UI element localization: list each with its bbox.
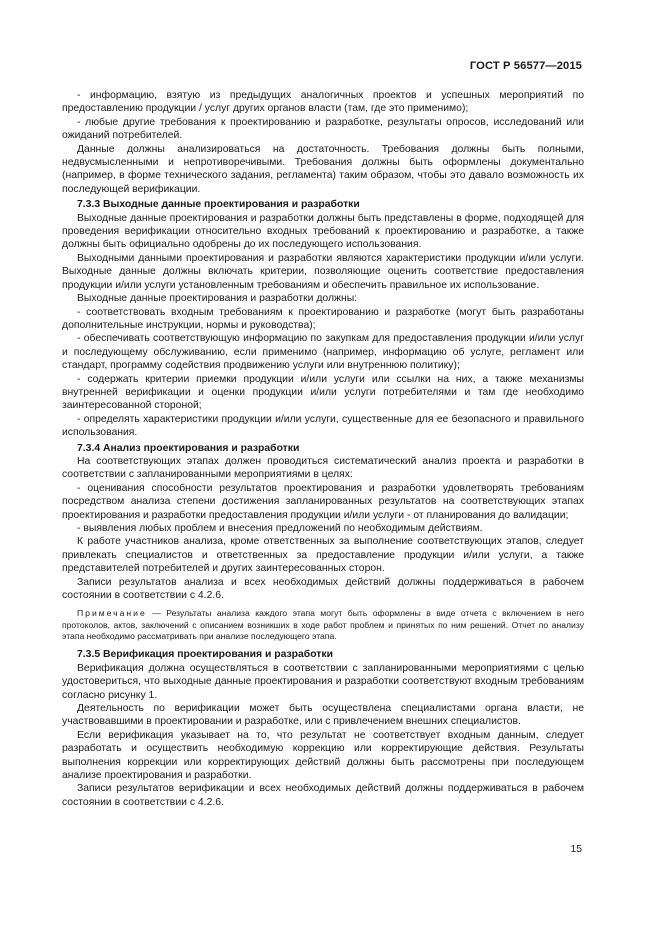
paragraph: На соответствующих этапах должен проводиться систематический анализ проекта и разработки в соответствии с запланированными мероприятиями в целях: (62, 455, 584, 481)
document-code: ГОСТ Р 56577—2015 (469, 60, 582, 72)
note (62, 608, 584, 642)
paragraph: Выходные данные проектирования и разработки должны быть представлены в форме, подходящей для проведения верификации относительно входных требований к проектированию и разработке, а также должны быть официально одобрены до их последующего использования. (62, 212, 584, 251)
list-item: - содержать критерии приемки продукции и/или услуги или ссылки на них, а также механизмы внутренней верификации и оценки продукции и/или услуги потребителями и там где необходимо заинтересованной стороной; (62, 373, 584, 412)
list-item: - обеспечивать соответствующую информацию по закупкам для предоставления продукции и/или услуг и последующему обслуживанию, если применимо (например, информацию об услуге, регламент или стандарт, программу содействия продвижению услуги или внутреннюю политику); (62, 333, 584, 372)
page-number: 15 (570, 844, 582, 855)
paragraph: Деятельность по верификации может быть осуществлена специалистами органа власти, не участвовавшими в проектировании и разработке, или с привлечением внешних специалистов. (62, 702, 584, 728)
paragraph: Выходные данные проектирования и разработки должны: (77, 293, 358, 305)
paragraph: Записи результатов верификации и всех необходимых действий должны поддерживаться в рабочем состоянии в соответствии с 4.2.6. (62, 783, 584, 808)
paragraph: Верификация должна осуществляться в соответствии с запланированными мероприятиями с целью удостовериться, что выходные данные проектирования и разработки соответствуют входным требованиям согласно рисунку 1. (62, 662, 584, 701)
paragraph: Данные должны анализироваться на достаточность. Требования должны быть полными, недвусмысленными и непротиворечивыми. Требования должны быть оформлены документально (например, в форме технического задания, регламента) таким образом, чтобы это давало возможность их последующей верификации. (62, 143, 584, 195)
list-item: - выявления любых проблем и внесения предложений по необходимым действиям. (77, 523, 483, 534)
note-text: — Результаты анализа каждого этапа могут быть оформлены в виде отчета с включением в него протоколов, актов, заключений с описанием возникших в ходе работ проблем и принятых по ним решений. Отчет по анализу этапа необходимо рассматривать при анализе последующего этапа. (62, 608, 584, 642)
paragraph: Выходными данными проектирования и разработки являются характеристики продукции и/или услуги. Выходные данные должны включать критерии, позволяющие оценить соответствие предоставления продукции и/или услуги установленным требованиям и обеспечить правильное их использование. (62, 252, 584, 291)
list-item: - определять характеристики продукции и/или услуги, существенные для ее безопасного и правильного использования. (62, 413, 584, 439)
paragraph: Если верификация указывает на то, что результат не соответствует входным данным, следует разработать и осуществить необходимую коррекцию или корректирующие действия. Результаты выполнения коррекции или корректирующих действий должны быть рассмотрены при последующем анализе проектирования и разработки. (62, 729, 584, 781)
list-item: - соответствовать входным требованиям к проектированию и разработке (могут быть разработаны дополнительные инструкции, нормы и руководства); (62, 306, 584, 331)
section-heading-7-3-3: 7.3.3 Выходные данные проектирования и разработки (77, 199, 360, 211)
document-body (62, 89, 584, 809)
paragraph: - информацию, взятую из предыдущих аналогичных проектов и успешных мероприятий по предоставлению продукции / услуг других органов власти (там, где это применимо); (62, 90, 584, 115)
paragraph: - любые другие требования к проектированию и разработке, результаты опросов, исследований или ожиданий потребителей. (62, 116, 584, 142)
paragraph: К работе участников анализа, кроме ответственных за выполнение соответствующих этапов, следует привлекать специалистов и ответственных за предоставление продукции и/или услуги, а также представителей потребителей и других заинтересованных сторон. (62, 536, 584, 575)
note-label: Примечание (77, 608, 147, 619)
section-heading-7-3-5: 7.3.5 Верификация проектирования и разработки (77, 649, 333, 661)
section-heading-7-3-4: 7.3.4 Анализ проектирования и разработки (77, 442, 300, 454)
paragraph: Записи результатов анализа и всех необходимых действий должны поддерживаться в рабочем состоянии в соответствии с 4.2.6. (62, 576, 584, 602)
list-item: - оценивания способности результатов проектирования и разработки удовлетворять требованиям посредством анализа степени достижения запланированных результатов на соответствующих этапах проектирования и разработки предоставления продукции и/или услуги - от планирования до валидации; (62, 482, 584, 521)
